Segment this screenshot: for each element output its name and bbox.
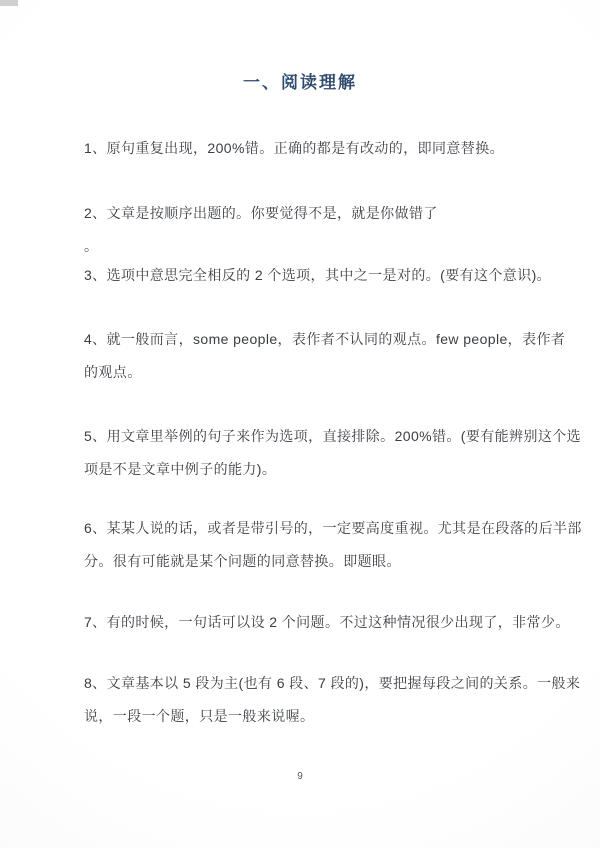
list-item-line: 分。很有可能就是某个问题的同意替换。即题眼。 [84,553,401,569]
page-number: 9 [297,771,303,782]
list-item-line: 的观点。 [84,364,142,380]
list-item-7 [84,606,570,639]
list-item-8 [84,667,581,733]
list-item-line: 4、就一般而言，some people，表作者不认同的观点。few people，表作者 [84,331,566,347]
list-item-4 [84,323,566,389]
list-item-line: 1、原句重复出现，200%错。正确的都是有改动的，即同意替换。 [84,140,504,156]
list-item-line: 项是不是文章中例子的能力)。 [84,461,277,477]
page-title: 一、阅读理解 [243,73,357,92]
list-item-line: 5、用文章里举例的句子来作为选项，直接排除。200%错。(要有能辨别这个选 [84,428,582,444]
list-item-line: 2、文章是按顺序出题的。你要觉得不是，就是你做错了 [84,205,438,221]
list-item-line: 说，一段一个题，只是一般来说喔。 [84,708,315,724]
list-item-2 [84,197,524,263]
list-item-6 [84,512,582,578]
list-item-line: 7、有的时候，一句话可以设 2 个问题。不过这种情况很少出现了，非常少。 [84,614,570,630]
list-item-3 [84,259,552,292]
list-item-line: 。 [84,238,99,254]
list-item-1 [84,132,524,165]
list-item-line: 8、文章基本以 5 段为主(也有 6 段、7 段的)，要把握每段之间的关系。一般来 [84,675,581,691]
scan-edge-artifact [0,0,18,6]
list-item-line: 3、选项中意思完全相反的 2 个选项，其中之一是对的。(要有这个意识)。 [84,267,552,283]
list-item-line: 6、某某人说的话，或者是带引号的，一定要高度重视。尤其是在段落的后半部 [84,520,582,536]
list-item-5 [84,420,582,486]
